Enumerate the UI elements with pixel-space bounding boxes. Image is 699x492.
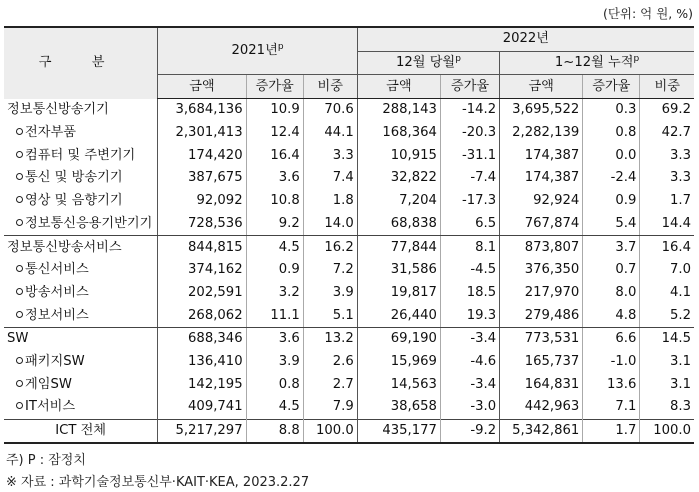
circle-bullet-icon — [16, 311, 23, 318]
cell-amount-cum: 174,387 — [500, 167, 583, 190]
circle-bullet-icon — [16, 288, 23, 295]
row-label — [4, 213, 158, 236]
cell-growth-dec: 8.1 — [440, 236, 499, 259]
cell-amount-cum: 2,282,139 — [500, 122, 583, 145]
header-gubun: 구 분 — [4, 27, 158, 99]
cell-amount-2021: 5,217,297 — [158, 419, 246, 443]
cell-amount-dec: 288,143 — [357, 99, 440, 122]
cell-growth-2021: 3.2 — [246, 282, 303, 305]
circle-bullet-icon — [16, 173, 23, 180]
cell-growth-cum: 5.4 — [583, 213, 640, 236]
row-label — [4, 351, 158, 374]
row-label: 정보통신방송기기 — [7, 102, 109, 118]
provisional-mark: p — [455, 54, 461, 65]
cell-growth-cum: 0.8 — [583, 122, 640, 145]
col-share-2021: 비중 — [303, 75, 357, 99]
table-row — [4, 167, 694, 190]
cell-growth-2021: 11.1 — [246, 304, 303, 327]
cell-growth-cum: 6.6 — [583, 327, 640, 350]
cell-share-cum: 16.4 — [640, 236, 694, 259]
footnote-provisional: 주) P : 잠정치 — [6, 453, 86, 468]
cell-growth-dec: 19.3 — [440, 304, 499, 327]
circle-bullet-icon — [16, 402, 23, 409]
cell-share-cum: 14.5 — [640, 327, 694, 350]
cell-amount-2021: 387,675 — [158, 167, 246, 190]
cell-share-2021: 16.2 — [303, 236, 357, 259]
header-december — [357, 51, 499, 75]
circle-bullet-icon — [16, 219, 23, 226]
cell-amount-cum: 165,737 — [500, 351, 583, 374]
table-row — [4, 351, 694, 374]
cell-growth-2021: 16.4 — [246, 144, 303, 167]
cell-growth-2021: 8.8 — [246, 419, 303, 443]
cell-growth-cum: 1.7 — [583, 419, 640, 443]
header-jan-dec-text: 1~12월 누적 — [554, 55, 634, 71]
cell-amount-cum: 767,874 — [500, 213, 583, 236]
cell-amount-cum: 442,963 — [500, 396, 583, 419]
table-row — [4, 282, 694, 305]
table-row — [4, 396, 694, 419]
cell-amount-dec: 19,817 — [357, 282, 440, 305]
cell-share-2021: 7.4 — [303, 167, 357, 190]
row-label: ICT 전체 — [4, 419, 158, 443]
cell-amount-dec: 168,364 — [357, 122, 440, 145]
cell-share-2021: 70.6 — [303, 99, 357, 122]
cell-growth-2021: 9.2 — [246, 213, 303, 236]
cell-growth-cum: 3.7 — [583, 236, 640, 259]
circle-bullet-icon — [16, 196, 23, 203]
cell-growth-dec: -3.4 — [440, 373, 499, 396]
table-row — [4, 327, 694, 350]
cell-amount-dec: 38,658 — [357, 396, 440, 419]
cell-amount-cum: 279,486 — [500, 304, 583, 327]
cell-share-2021: 100.0 — [303, 419, 357, 443]
cell-amount-2021: 3,684,136 — [158, 99, 246, 122]
cell-share-cum: 14.4 — [640, 213, 694, 236]
cell-share-cum: 5.2 — [640, 304, 694, 327]
cell-growth-2021: 10.9 — [246, 99, 303, 122]
cell-amount-dec: 15,969 — [357, 351, 440, 374]
cell-share-2021: 3.3 — [303, 144, 357, 167]
cell-growth-cum: 0.3 — [583, 99, 640, 122]
cell-share-2021: 7.9 — [303, 396, 357, 419]
cell-amount-2021: 174,420 — [158, 144, 246, 167]
cell-share-cum: 100.0 — [640, 419, 694, 443]
table-row — [4, 99, 694, 122]
row-label-text: 정보통신응용기반기기 — [25, 215, 153, 231]
cell-share-2021: 14.0 — [303, 213, 357, 236]
cell-growth-2021: 3.6 — [246, 327, 303, 350]
header-year-2021-text: 2021년 — [231, 43, 278, 59]
cell-growth-cum: 8.0 — [583, 282, 640, 305]
row-label-text: 전자부품 — [25, 125, 76, 141]
header-jan-dec — [500, 51, 694, 75]
table-row — [4, 373, 694, 396]
row-label — [4, 282, 158, 305]
cell-amount-cum: 217,970 — [500, 282, 583, 305]
cell-share-2021: 44.1 — [303, 122, 357, 145]
cell-growth-dec: -4.6 — [440, 351, 499, 374]
row-label — [4, 396, 158, 419]
cell-share-2021: 7.2 — [303, 259, 357, 282]
circle-bullet-icon — [16, 380, 23, 387]
cell-growth-dec: -4.5 — [440, 259, 499, 282]
cell-share-cum: 3.1 — [640, 373, 694, 396]
cell-share-cum: 1.7 — [640, 190, 694, 213]
cell-amount-dec: 435,177 — [357, 419, 440, 443]
circle-bullet-icon — [16, 265, 23, 272]
row-label-text: 통신서비스 — [25, 262, 89, 278]
cell-amount-cum: 376,350 — [500, 259, 583, 282]
table-row — [4, 259, 694, 282]
provisional-mark: p — [277, 42, 284, 53]
cell-amount-2021: 202,591 — [158, 282, 246, 305]
cell-amount-2021: 142,195 — [158, 373, 246, 396]
table-row — [4, 213, 694, 236]
table-row — [4, 122, 694, 145]
col-amount-dec: 금액 — [357, 75, 440, 99]
cell-amount-2021: 136,410 — [158, 351, 246, 374]
row-label — [4, 190, 158, 213]
cell-amount-2021: 268,062 — [158, 304, 246, 327]
cell-growth-dec: -9.2 — [440, 419, 499, 443]
table-row — [4, 236, 694, 259]
cell-amount-cum: 5,342,861 — [500, 419, 583, 443]
cell-share-cum: 7.0 — [640, 259, 694, 282]
circle-bullet-icon — [16, 128, 23, 135]
cell-amount-2021: 728,536 — [158, 213, 246, 236]
cell-share-2021: 1.8 — [303, 190, 357, 213]
cell-growth-cum: 4.8 — [583, 304, 640, 327]
circle-bullet-icon — [16, 357, 23, 364]
cell-growth-2021: 4.5 — [246, 396, 303, 419]
cell-share-cum: 3.3 — [640, 144, 694, 167]
cell-growth-dec: -14.2 — [440, 99, 499, 122]
row-label — [4, 167, 158, 190]
col-growth-cum: 증가율 — [583, 75, 640, 99]
cell-share-2021: 2.6 — [303, 351, 357, 374]
cell-share-cum: 42.7 — [640, 122, 694, 145]
table-row — [4, 144, 694, 167]
row-label: 정보통신방송서비스 — [7, 239, 122, 255]
cell-amount-dec: 69,190 — [357, 327, 440, 350]
cell-share-2021: 5.1 — [303, 304, 357, 327]
row-label-text: 정보서비스 — [25, 307, 89, 323]
cell-growth-2021: 0.9 — [246, 259, 303, 282]
cell-growth-cum: -1.0 — [583, 351, 640, 374]
cell-growth-dec: -17.3 — [440, 190, 499, 213]
cell-amount-dec: 10,915 — [357, 144, 440, 167]
table-row — [4, 190, 694, 213]
cell-share-cum: 3.3 — [640, 167, 694, 190]
table-row-total — [4, 419, 694, 443]
row-label — [4, 122, 158, 145]
cell-amount-dec: 26,440 — [357, 304, 440, 327]
cell-growth-cum: 0.9 — [583, 190, 640, 213]
cell-growth-2021: 0.8 — [246, 373, 303, 396]
row-label-text: 패키지SW — [25, 353, 85, 369]
cell-share-2021: 2.7 — [303, 373, 357, 396]
row-label-text: 영상 및 음향기기 — [25, 193, 123, 209]
provisional-mark: p — [633, 54, 640, 65]
cell-growth-cum: 0.7 — [583, 259, 640, 282]
footnote-source: ※ 자료 : 과학기술정보통신부·KAIT·KEA, 2023.2.27 — [6, 475, 310, 490]
ict-statistics-table — [4, 26, 694, 444]
cell-growth-2021: 3.9 — [246, 351, 303, 374]
cell-amount-2021: 92,092 — [158, 190, 246, 213]
cell-growth-2021: 12.4 — [246, 122, 303, 145]
col-amount-cum: 금액 — [500, 75, 583, 99]
cell-growth-dec: -20.3 — [440, 122, 499, 145]
col-share-cum: 비중 — [640, 75, 694, 99]
cell-growth-dec: -3.0 — [440, 396, 499, 419]
cell-growth-dec: 6.5 — [440, 213, 499, 236]
cell-growth-2021: 4.5 — [246, 236, 303, 259]
cell-growth-2021: 3.6 — [246, 167, 303, 190]
unit-note: (단위: 억 원, %) — [602, 6, 693, 21]
col-amount-2021: 금액 — [158, 75, 246, 99]
row-label — [4, 373, 158, 396]
cell-amount-cum: 3,695,522 — [500, 99, 583, 122]
cell-share-cum: 8.3 — [640, 396, 694, 419]
cell-growth-cum: 7.1 — [583, 396, 640, 419]
cell-amount-cum: 92,924 — [500, 190, 583, 213]
row-label-text: 컴퓨터 및 주변기기 — [25, 147, 136, 163]
cell-growth-dec: 18.5 — [440, 282, 499, 305]
row-label-text: IT서비스 — [25, 399, 76, 415]
circle-bullet-icon — [16, 151, 23, 158]
col-growth-dec: 증가율 — [440, 75, 499, 99]
cell-amount-2021: 844,815 — [158, 236, 246, 259]
cell-growth-dec: -31.1 — [440, 144, 499, 167]
cell-amount-2021: 2,301,413 — [158, 122, 246, 145]
cell-growth-cum: 13.6 — [583, 373, 640, 396]
cell-amount-dec: 68,838 — [357, 213, 440, 236]
cell-amount-2021: 688,346 — [158, 327, 246, 350]
col-growth-2021: 증가율 — [246, 75, 303, 99]
cell-amount-2021: 374,162 — [158, 259, 246, 282]
header-year-2021 — [158, 27, 358, 75]
row-label-text: 게임SW — [25, 376, 72, 392]
cell-growth-cum: 0.0 — [583, 144, 640, 167]
cell-growth-dec: -3.4 — [440, 327, 499, 350]
cell-amount-dec: 77,844 — [357, 236, 440, 259]
cell-amount-dec: 32,822 — [357, 167, 440, 190]
cell-amount-2021: 409,741 — [158, 396, 246, 419]
table-row — [4, 304, 694, 327]
row-label-text: 방송서비스 — [25, 284, 89, 300]
cell-amount-cum: 164,831 — [500, 373, 583, 396]
cell-amount-dec: 7,204 — [357, 190, 440, 213]
row-label — [4, 304, 158, 327]
row-label-text: 통신 및 방송기기 — [25, 170, 123, 186]
cell-amount-cum: 873,807 — [500, 236, 583, 259]
cell-amount-dec: 31,586 — [357, 259, 440, 282]
cell-growth-2021: 10.8 — [246, 190, 303, 213]
row-label: SW — [7, 331, 29, 347]
cell-share-cum: 69.2 — [640, 99, 694, 122]
cell-amount-dec: 14,563 — [357, 373, 440, 396]
header-year-2022: 2022년 — [357, 27, 694, 51]
cell-share-2021: 13.2 — [303, 327, 357, 350]
cell-amount-cum: 174,387 — [500, 144, 583, 167]
row-label — [4, 144, 158, 167]
cell-share-cum: 3.1 — [640, 351, 694, 374]
cell-growth-cum: -2.4 — [583, 167, 640, 190]
row-label — [4, 259, 158, 282]
header-december-text: 12월 당월 — [395, 55, 456, 71]
cell-share-2021: 3.9 — [303, 282, 357, 305]
cell-amount-cum: 773,531 — [500, 327, 583, 350]
cell-share-cum: 4.1 — [640, 282, 694, 305]
cell-growth-dec: -7.4 — [440, 167, 499, 190]
